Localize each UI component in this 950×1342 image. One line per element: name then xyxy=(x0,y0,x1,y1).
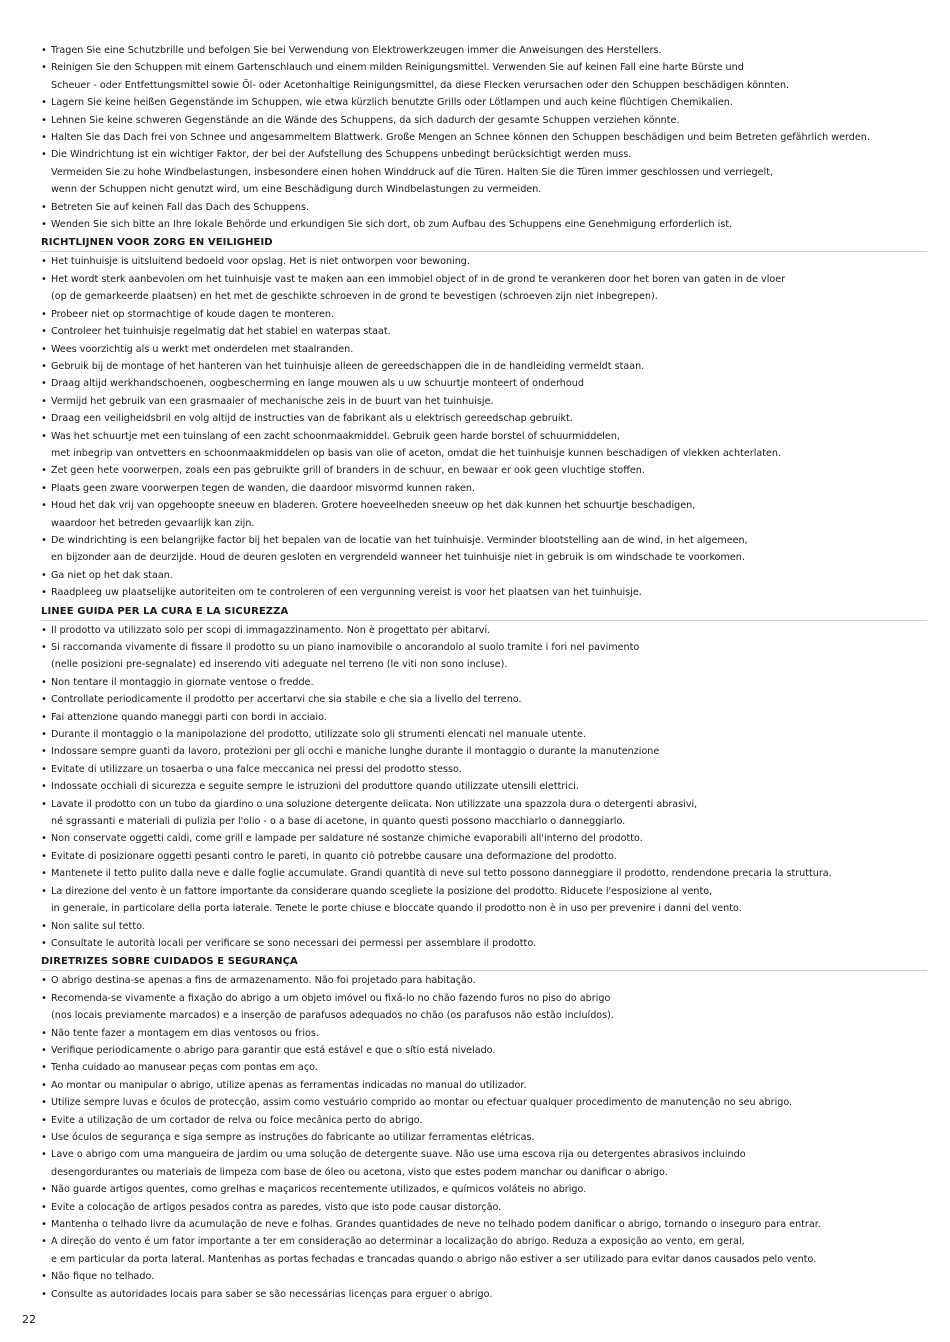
list-item: • Evitate di posizionare oggetti pesanti contro le pareti, in quanto ciò potrebbe causare una deformazione del prodotto. xyxy=(41,848,927,865)
list-item: • Plaats geen zware voorwerpen tegen de wanden, die daardoor misvormd kunnen raken. xyxy=(41,480,927,497)
list-item: • Het wordt sterk aanbevolen om het tuinhuisje vast te maken aan een immobiel object of in de grond te verankeren door het boren van gaten in de vloer (op de gemarkeerde plaatsen) en het met de geschikte schroeven in de grond te bevestigen (schroeven zijn niet inbegrepen). xyxy=(41,271,927,306)
list-item: • Il prodotto va utilizzato solo per scopi di immagazzinamento. Non è progettato per abitarvi. xyxy=(41,622,927,639)
list-item: • Vermijd het gebruik van een grasmaaier of mechanische zeis in de buurt van het tuinhuisje. xyxy=(41,393,927,410)
list-item: • Was het schuurtje met een tuinslang of een zacht schoonmaakmiddel. Gebruik geen harde borstel of schuurmiddelen, met inbegrip van ontvetters en schoonmaakmiddelen op basis van olie of aceton, omdat die het tuinhuisje kunnen beschadigen of vlekken achterlaten. xyxy=(41,428,927,463)
list-item: • Het tuinhuisje is uitsluitend bedoeld voor opslag. Het is niet ontworpen voor bewoning. xyxy=(41,253,927,270)
list-item: • Mantenete il tetto pulito dalla neve e dalle foglie accumulate. Grandi quantità di neve sul tetto possono danneggiare il prodotto, rendendone precaria la struttura. xyxy=(41,865,927,882)
list-item: • Indossate occhiali di sicurezza e seguite sempre le istruzioni del produttore quando utilizzate utensili elettrici. xyxy=(41,778,927,795)
list-item: • Lave o abrigo com uma mangueira de jardim ou uma solução de detergente suave. Não use uma escova rija ou detergentes abrasivos incluindo desengordurantes ou materiais de limpeza com base de óleo ou acetona, visto que estes podem manchar ou danificar o abrigo. xyxy=(41,1146,927,1181)
list-item: • Ga niet op het dak staan. xyxy=(41,567,927,584)
list-item: • Non salite sul tetto. xyxy=(41,918,927,935)
list-item: • Wenden Sie sich bitte an Ihre lokale Behörde und erkundigen Sie sich dort, ob zum Aufbau des Schuppens eine Genehmigung erforderlich ist. xyxy=(41,216,927,233)
list-item: • O abrigo destina-se apenas a fins de armazenamento. Não foi projetado para habitação. xyxy=(41,972,927,989)
list-item: • Durante il montaggio o la manipolazione del prodotto, utilizzate solo gli strumenti elencati nel manuale utente. xyxy=(41,726,927,743)
list-item: • Não guarde artigos quentes, como grelhas e maçaricos recentemente utilizados, e químicos voláteis no abrigo. xyxy=(41,1181,927,1198)
list-item: • Lavate il prodotto con un tubo da giardino o una soluzione detergente delicata. Non utilizzate una spazzola dura o detergenti abrasivi, né sgrassanti e materiali di pulizia per l'olio - o a base di acetone, in quanto questi possono macchiarlo o danneggiarlo. xyxy=(41,796,927,831)
list-item: • Die Windrichtung ist ein wichtiger Faktor, der bei der Aufstellung des Schuppens unbedingt berücksichtigt werden muss. Vermeiden Sie zu hohe Windbelastungen, insbesondere einen hohen Winddruck auf die Türen. Halten Sie die Türen immer geschlossen und verriegelt, wenn der Schuppen nicht genutzt wird, um eine Beschädigung durch Windbelastungen zu vermeiden. xyxy=(41,146,927,198)
list-item: • Houd het dak vrij van opgehoopte sneeuw en bladeren. Grotere hoeveelheden sneeuw op het dak kunnen het schuurtje beschadigen, waardoor het betreden gevaarlijk kan zijn. xyxy=(41,497,927,532)
list-item: • Non conservate oggetti caldi, come grill e lampade per saldature né sostanze chimiche evaporabili all'interno del prodotto. xyxy=(41,830,927,847)
list-item: • Utilize sempre luvas e óculos de protecção, assim como vestuário comprido ao montar ou efectuar qualquer procedimento de manutenção no seu abrigo. xyxy=(41,1094,927,1111)
section-heading: LINEE GUIDA PER LA CURA E LA SICUREZZA xyxy=(41,604,927,621)
document-page xyxy=(41,42,927,1303)
section xyxy=(41,235,927,601)
list-item: • Betreten Sie auf keinen Fall das Dach des Schuppens. xyxy=(41,199,927,216)
list-item: • Halten Sie das Dach frei von Schnee und angesammeltem Blattwerk. Große Mengen an Schnee können den Schuppen beschädigen und beim Betreten gefährlich werden. xyxy=(41,129,927,146)
section-heading: DIRETRIZES SOBRE CUIDADOS E SEGURANÇA xyxy=(41,954,927,971)
list-item: • Lehnen Sie keine schweren Gegenstände an die Wände des Schuppens, da sich dadurch der gesamte Schuppen verziehen könnte. xyxy=(41,112,927,129)
list-item: • Verifique periodicamente o abrigo para garantir que está estável e que o sítio está nivelado. xyxy=(41,1042,927,1059)
list-item: • Raadpleeg uw plaatselijke autoriteiten om te controleren of een vergunning vereist is voor het plaatsen van het tuinhuisje. xyxy=(41,584,927,601)
list-item: • Não fique no telhado. xyxy=(41,1268,927,1285)
list-item: • De windrichting is een belangrijke factor bij het bepalen van de locatie van het tuinhuisje. Verminder blootstelling aan de wind, in het algemeen, en bijzonder aan de deurzijde. Houd de deuren gesloten en vergrendeld wanneer het tuinhuisje niet in gebruik is om windschade te voorkomen. xyxy=(41,532,927,567)
section xyxy=(41,604,927,953)
list-item: • Evitate di utilizzare un tosaerba o una falce meccanica nei pressi del prodotto stesso. xyxy=(41,761,927,778)
bullet-list xyxy=(41,253,927,601)
list-item: • Lagern Sie keine heißen Gegenstände im Schuppen, wie etwa kürzlich benutzte Grills oder Lötlampen und auch keine flüchtigen Chemikalien. xyxy=(41,94,927,111)
list-item: • Probeer niet op stormachtige of koude dagen te monteren. xyxy=(41,306,927,323)
bullet-list xyxy=(41,42,927,233)
list-item: • Draag altijd werkhandschoenen, oogbescherming en lange mouwen als u uw schuurtje monteert of onderhoud xyxy=(41,375,927,392)
section xyxy=(41,42,927,233)
section-heading: RICHTLIJNEN VOOR ZORG EN VEILIGHEID xyxy=(41,235,927,252)
list-item: • Wees voorzichtig als u werkt met onderdelen met staalranden. xyxy=(41,341,927,358)
list-item: • Recomenda-se vivamente a fixação do abrigo a um objeto imóvel ou fixá-lo no chão fazendo furos no piso do abrigo (nos locais previamente marcados) e a inserção de parafusos adequados no chão (os parafusos não estão incluídos). xyxy=(41,990,927,1025)
list-item: • Draag een veiligheidsbril en volg altijd de instructies van de fabrikant als u elektrisch gereedschap gebruikt. xyxy=(41,410,927,427)
list-item: • Non tentare il montaggio in giornate ventose o fredde. xyxy=(41,674,927,691)
list-item: • Consulte as autoridades locais para saber se são necessárias licenças para erguer o abrigo. xyxy=(41,1286,927,1303)
list-item: • Mantenha o telhado livre da acumulação de neve e folhas. Grandes quantidades de neve no telhado podem danificar o abrigo, tornando o inseguro para entrar. xyxy=(41,1216,927,1233)
list-item: • Reinigen Sie den Schuppen mit einem Gartenschlauch und einem milden Reinigungsmittel. Verwenden Sie auf keinen Fall eine harte Bürste und Scheuer - oder Entfettungsmittel sowie Öl- oder Acetonhaltige Reinigungsmittel, da diese Flecken verursachen oder den Schuppen beschädigen könnten. xyxy=(41,59,927,94)
list-item: • Tenha cuidado ao manusear peças com pontas em aço. xyxy=(41,1059,927,1076)
list-item: • Indossare sempre guanti da lavoro, protezioni per gli occhi e maniche lunghe durante il montaggio o durante la manutenzione xyxy=(41,743,927,760)
list-item: • Si raccomanda vivamente di fissare il prodotto su un piano inamovibile o ancorandolo al suolo tramite i fori nel pavimento (nelle posizioni pre-segnalate) ed inserendo viti adeguate nel terreno (le viti non sono incluse). xyxy=(41,639,927,674)
list-item: • Zet geen hete voorwerpen, zoals een pas gebruikte grill of branders in de schuur, en bewaar er ook geen vluchtige stoffen. xyxy=(41,462,927,479)
list-item: • Controleer het tuinhuisje regelmatig dat het stabiel en waterpas staat. xyxy=(41,323,927,340)
list-item: • A direção do vento é um fator importante a ter em consideração ao determinar a localização do abrigo. Reduza a exposição ao vento, em geral, e em particular da porta lateral. Mantenhas as portas fechadas e trancadas quando o abrigo não estiver a ser utilizado para evitar danos causados pelo vento. xyxy=(41,1233,927,1268)
list-item: • Fai attenzione quando maneggi parti con bordi in acciaio. xyxy=(41,709,927,726)
list-item: • Não tente fazer a montagem em dias ventosos ou frios. xyxy=(41,1025,927,1042)
list-item: • Use óculos de segurança e siga sempre as instruções do fabricante ao utilizar ferramentas elétricas. xyxy=(41,1129,927,1146)
list-item: • Evite a utilização de um cortador de relva ou foice mecânica perto do abrigo. xyxy=(41,1112,927,1129)
list-item: • Consultate le autorità locali per verificare se sono necessari dei permessi per assemblare il prodotto. xyxy=(41,935,927,952)
section xyxy=(41,954,927,1303)
bullet-list xyxy=(41,972,927,1303)
page-number: 22 xyxy=(22,1313,36,1326)
list-item: • Tragen Sie eine Schutzbrille und befolgen Sie bei Verwendung von Elektrowerkzeugen immer die Anweisungen des Herstellers. xyxy=(41,42,927,59)
list-item: • Evite a colocação de artigos pesados contra as paredes, visto que isto pode causar distorção. xyxy=(41,1199,927,1216)
list-item: • Controllate periodicamente il prodotto per accertarvi che sia stabile e che sia a livello del terreno. xyxy=(41,691,927,708)
list-item: • La direzione del vento è un fattore importante da considerare quando scegliete la posizione del prodotto. Riducete l'esposizione al vento, in generale, in particolare della porta laterale. Tenete le porte chiuse e bloccate quando il prodotto non è in uso per prevenire i danni del vento. xyxy=(41,883,927,918)
list-item: • Ao montar ou manipular o abrigo, utilize apenas as ferramentas indicadas no manual do utilizador. xyxy=(41,1077,927,1094)
bullet-list xyxy=(41,622,927,953)
list-item: • Gebruik bij de montage of het hanteren van het tuinhuisje alleen de gereedschappen die in de handleiding vermeldt staan. xyxy=(41,358,927,375)
